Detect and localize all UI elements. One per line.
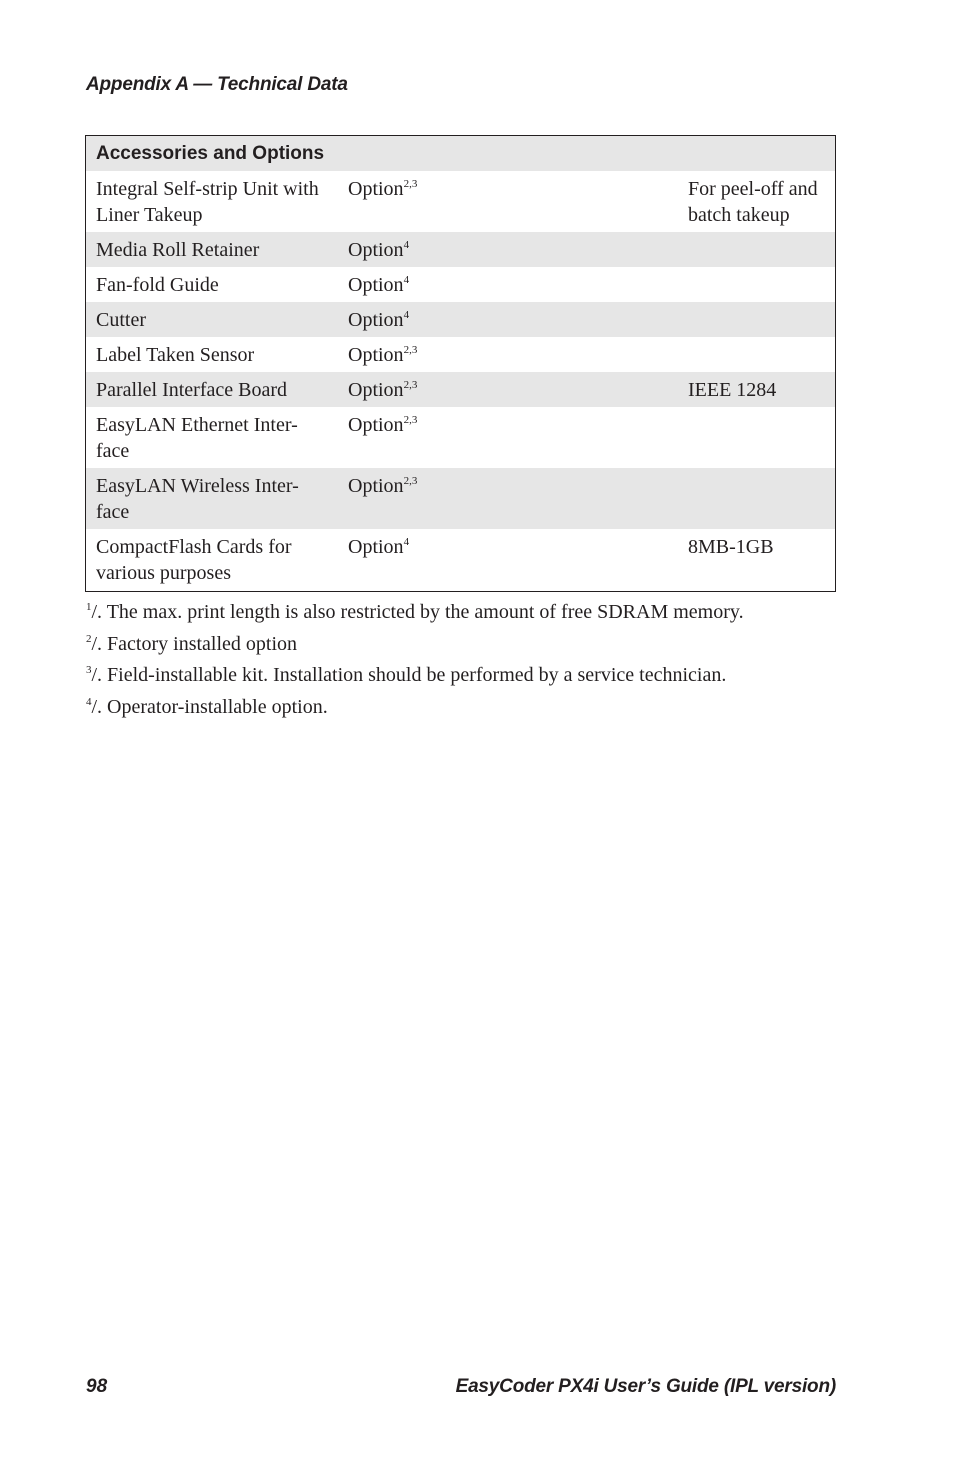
- footnote: $^4$/. Operator-installable option.: [86, 695, 328, 718]
- footnote-ref: 2,3: [403, 414, 418, 426]
- row-name: Cutter: [96, 309, 146, 331]
- footnote-mark: 4: [86, 695, 92, 708]
- footnote-ref: 4: [403, 309, 410, 321]
- row-value: Option$^4$: [348, 536, 410, 558]
- row-name: Parallel Interface Board: [96, 379, 288, 401]
- footnote-ref: 4: [403, 274, 410, 286]
- row-name: Label Taken Sensor: [96, 344, 255, 366]
- row-value: Option$^{2,3}$: [348, 178, 418, 200]
- table-row: [86, 468, 835, 529]
- row-value: Option$^{2,3}$: [348, 344, 418, 366]
- table-row: [86, 529, 835, 591]
- table-row: [86, 407, 835, 468]
- table-row: [86, 337, 835, 372]
- row-name: Fan-fold Guide: [96, 274, 219, 296]
- footnote-mark: 1: [86, 601, 92, 613]
- row-value: Option$^{2,3}$: [348, 475, 418, 497]
- book-title: EasyCoder PX4i User’s Guide (IPL version): [455, 1376, 836, 1397]
- row-value: Option$^{2,3}$: [348, 414, 418, 436]
- footnotes: [86, 597, 744, 723]
- running-head: Appendix A — Technical Data: [86, 74, 348, 95]
- table-row: [86, 372, 835, 407]
- row-note: IEEE 1284: [688, 379, 777, 401]
- page-number: 98: [86, 1376, 108, 1397]
- table-row: [86, 267, 835, 302]
- row-name: Media Roll Retainer: [96, 239, 260, 261]
- row-name: CompactFlash Cards for various purposes: [96, 536, 292, 584]
- row-note: For peel-off and batch takeup: [688, 178, 818, 226]
- row-value: Option$^4$: [348, 239, 410, 261]
- table-row: [86, 302, 835, 337]
- row-name: Integral Self-strip Unit with Liner Takeup: [96, 178, 319, 226]
- table-row: [86, 171, 835, 232]
- footnote-mark: 2: [86, 632, 92, 645]
- row-value: Option$^4$: [348, 274, 410, 296]
- footnote-ref: 4: [403, 536, 410, 548]
- footnote-ref: 4: [403, 239, 410, 251]
- table-title: Accessories and Options: [86, 136, 835, 171]
- footnote-ref: 2,3: [403, 344, 418, 356]
- footnote-ref: 2,3: [403, 379, 418, 391]
- footnote-ref: 2,3: [403, 178, 418, 190]
- row-name: EasyLAN Ethernet Inter- face: [96, 414, 298, 462]
- table-row: [86, 232, 835, 267]
- footnote: $^1$/. The max. print length is also restricted by the amount of free SDRAM memory.: [86, 601, 744, 623]
- row-note: 8MB-1GB: [688, 536, 774, 558]
- accessories-table: [85, 135, 836, 592]
- footnote: $^3$/. Field-installable kit. Installation should be performed by a service technician.: [86, 664, 727, 686]
- row-name: EasyLAN Wireless Inter- face: [96, 475, 299, 523]
- footnote-ref: 2,3: [403, 475, 418, 487]
- footnote: $^2$/. Factory installed option: [86, 632, 298, 655]
- footnote-mark: 3: [86, 664, 92, 676]
- row-value: Option$^4$: [348, 309, 410, 331]
- row-value: Option$^{2,3}$: [348, 379, 418, 401]
